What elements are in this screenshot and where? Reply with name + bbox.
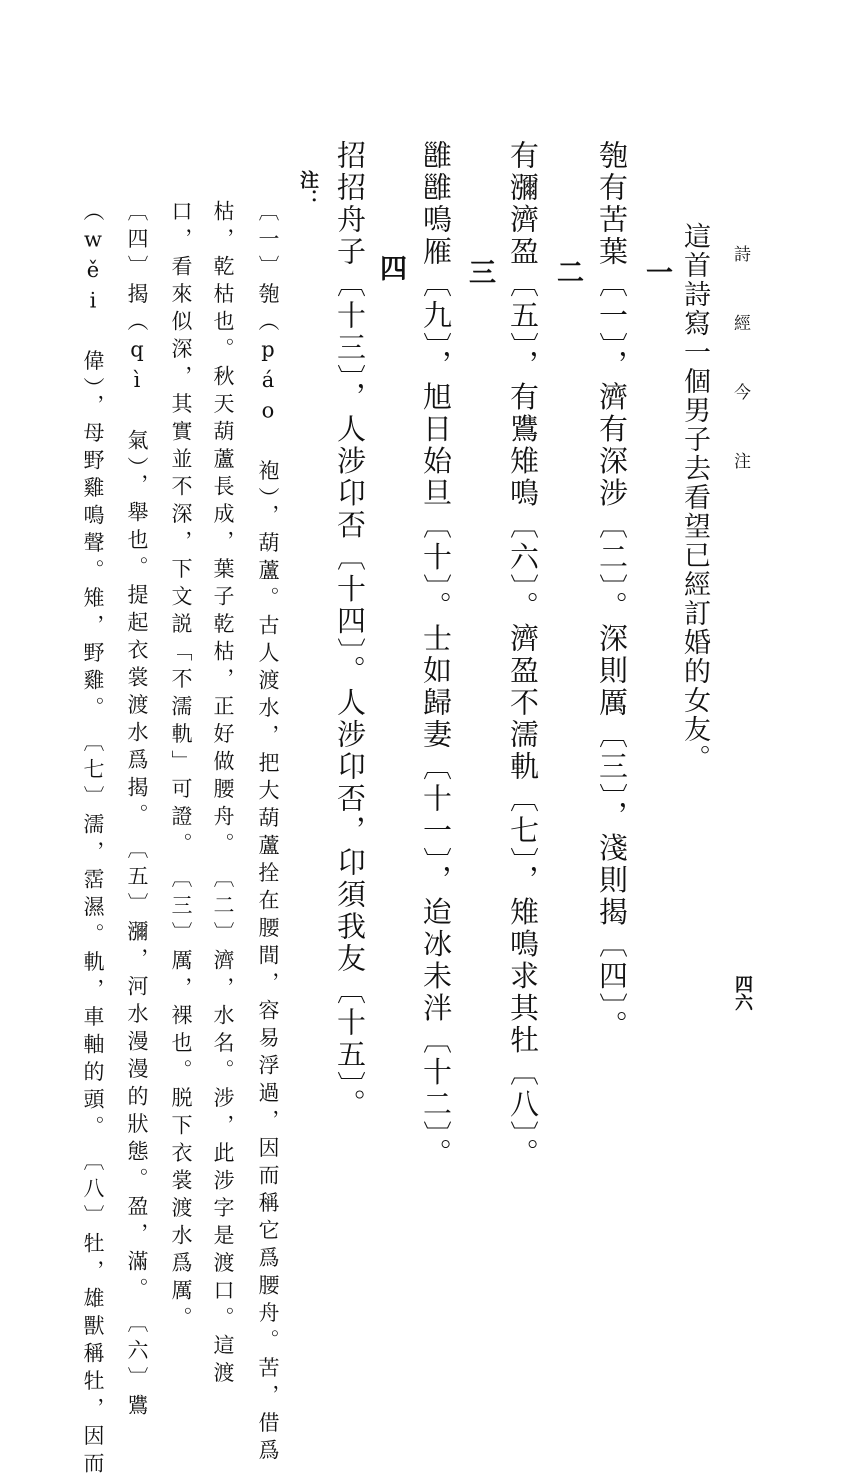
stanza-number-1: 一 (641, 258, 672, 285)
note-line: 〔一〕匏（páo 袍），葫蘆。古人渡水，把大葫蘆拴在腰間，容易浮過，因而稱它爲腰舟。苦，借爲 (256, 200, 280, 1467)
stanza-line-4: 招招舟子〔十三〕，人涉卬否〔十四〕。人涉卬否，卬須我友〔十五〕。 (333, 140, 367, 1121)
notes-label: 注： (297, 170, 319, 208)
stanza-number-2: 二 (552, 258, 583, 285)
stanza-number-4: 四 (375, 254, 406, 281)
note-line: 〔四〕揭（qì 氣），舉也。提起衣裳渡水爲揭。 〔五〕瀰，河水漫漫的狀態。盈，滿。 〔六〕鷕 (125, 200, 149, 1422)
stanza-line-2: 有瀰濟盈〔五〕，有鷕雉鳴〔六〕。濟盈不濡軌〔七〕，雉鳴求其牡〔八〕。 (506, 140, 540, 1170)
stanza-line-1: 匏有苦葉〔一〕，濟有深涉〔二〕。深則厲〔三〕，淺則揭〔四〕。 (595, 140, 629, 1042)
note-line: （wěi 偉），母野雞鳴聲。雉，野雞。 〔七〕濡，霑濕。軌，車軸的頭。 〔八〕牡，雄獸稱牡，因而 (81, 200, 105, 1480)
note-line: 口，看來似深，其實並不深，下文説「不濡軌」可證。 〔三〕厲，裸也。脱下衣裳渡水爲厲。 (169, 200, 193, 1334)
running-header: 詩 經 今 注 (730, 245, 750, 485)
stanza-line-3: 雝雝鳴雁〔九〕，旭日始旦〔十〕。士如歸妻〔十一〕，迨冰未泮〔十二〕。 (419, 140, 453, 1170)
page-number: 四六 (732, 975, 753, 1011)
intro-text: 這首詩寫一個男子去看望已經訂婚的女友。 (679, 222, 710, 773)
stanza-number-3: 三 (464, 258, 495, 285)
note-line: 枯，乾枯也。秋天葫蘆長成，葉子乾枯，正好做腰舟。 〔二〕濟，水名。涉，此涉字是渡口。這渡 (211, 200, 235, 1389)
